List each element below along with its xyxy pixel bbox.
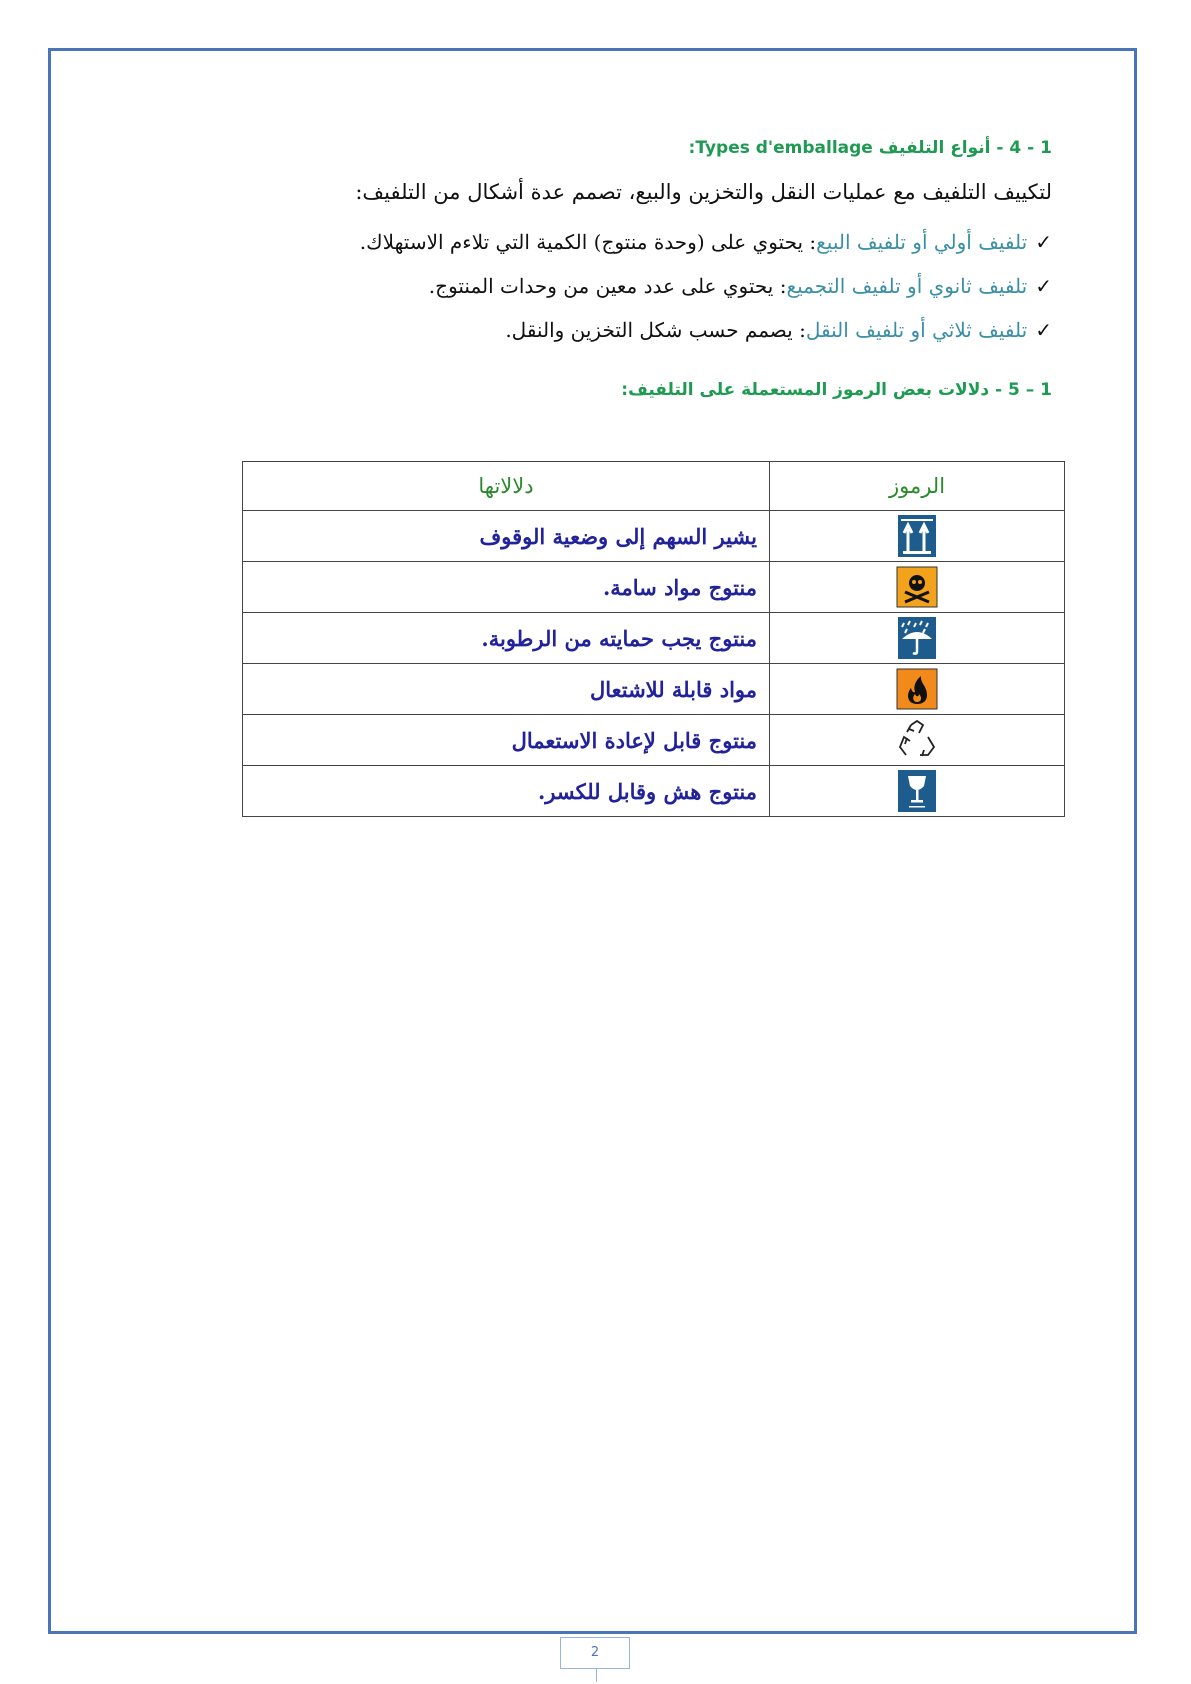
- checkmark-icon: ✓: [1035, 318, 1052, 342]
- list-item-text: : يصمم حسب شكل التخزين والنقل.: [505, 318, 806, 342]
- table-header-row: [243, 462, 1065, 511]
- list-item-term: تلفيف ثانوي أو تلفيف التجميع: [786, 274, 1028, 298]
- list-item-term: تلفيف أولي أو تلفيف البيع: [816, 230, 1028, 254]
- list-item-term: تلفيف ثلاثي أو تلفيف النقل: [805, 318, 1028, 342]
- fragile-glass-icon: [894, 768, 940, 814]
- recycle-icon: [894, 717, 940, 763]
- meaning-cell: منتوج يجب حمايته من الرطوبة.: [243, 613, 770, 664]
- packaging-types-list: [360, 230, 1052, 362]
- symbol-cell: [770, 664, 1065, 715]
- header-meanings: دلالاتها: [243, 462, 770, 511]
- toxic-skull-icon: [894, 564, 940, 610]
- header-symbols: الرموز: [770, 462, 1065, 511]
- table-row: [243, 664, 1065, 715]
- list-item: [360, 274, 1052, 298]
- table-row: [243, 613, 1065, 664]
- page-number-divider: [596, 1668, 597, 1682]
- intro-paragraph: لتكييف التلفيف مع عمليات النقل والتخزين والبيع، تصمم عدة أشكال من التلفيف:: [355, 180, 1052, 204]
- table-row: [243, 715, 1065, 766]
- flammable-icon: [894, 666, 940, 712]
- section-heading-symbols: 1 – 5 - دلالات بعض الرموز المستعملة على التلفيف:: [621, 380, 1052, 400]
- symbols-table: [242, 461, 1065, 817]
- page-number: 2: [560, 1637, 630, 1669]
- checkmark-icon: ✓: [1035, 230, 1052, 254]
- symbol-cell: [770, 715, 1065, 766]
- symbol-cell: [770, 562, 1065, 613]
- this-way-up-icon: [894, 513, 940, 559]
- meaning-cell: منتوج قابل لإعادة الاستعمال: [243, 715, 770, 766]
- list-item: [360, 318, 1052, 342]
- meaning-cell: يشير السهم إلى وضعية الوقوف: [243, 511, 770, 562]
- table-row: [243, 766, 1065, 817]
- symbol-cell: [770, 511, 1065, 562]
- table-row: [243, 562, 1065, 613]
- list-item: [360, 230, 1052, 254]
- checkmark-icon: ✓: [1035, 274, 1052, 298]
- section-heading-types: 1 - 4 - أنواع التلفيف Types d'emballage:: [688, 138, 1052, 158]
- list-item-text: : يحتوي على (وحدة منتوج) الكمية التي تلاءم الاستهلاك.: [359, 230, 817, 254]
- keep-dry-umbrella-icon: [894, 615, 940, 661]
- meaning-cell: منتوج هش وقابل للكسر.: [243, 766, 770, 817]
- meaning-cell: منتوج مواد سامة.: [243, 562, 770, 613]
- symbol-cell: [770, 766, 1065, 817]
- symbol-cell: [770, 613, 1065, 664]
- list-item-text: : يحتوي على عدد معين من وحدات المنتوج.: [428, 274, 787, 298]
- meaning-cell: مواد قابلة للاشتعال: [243, 664, 770, 715]
- table-row: [243, 511, 1065, 562]
